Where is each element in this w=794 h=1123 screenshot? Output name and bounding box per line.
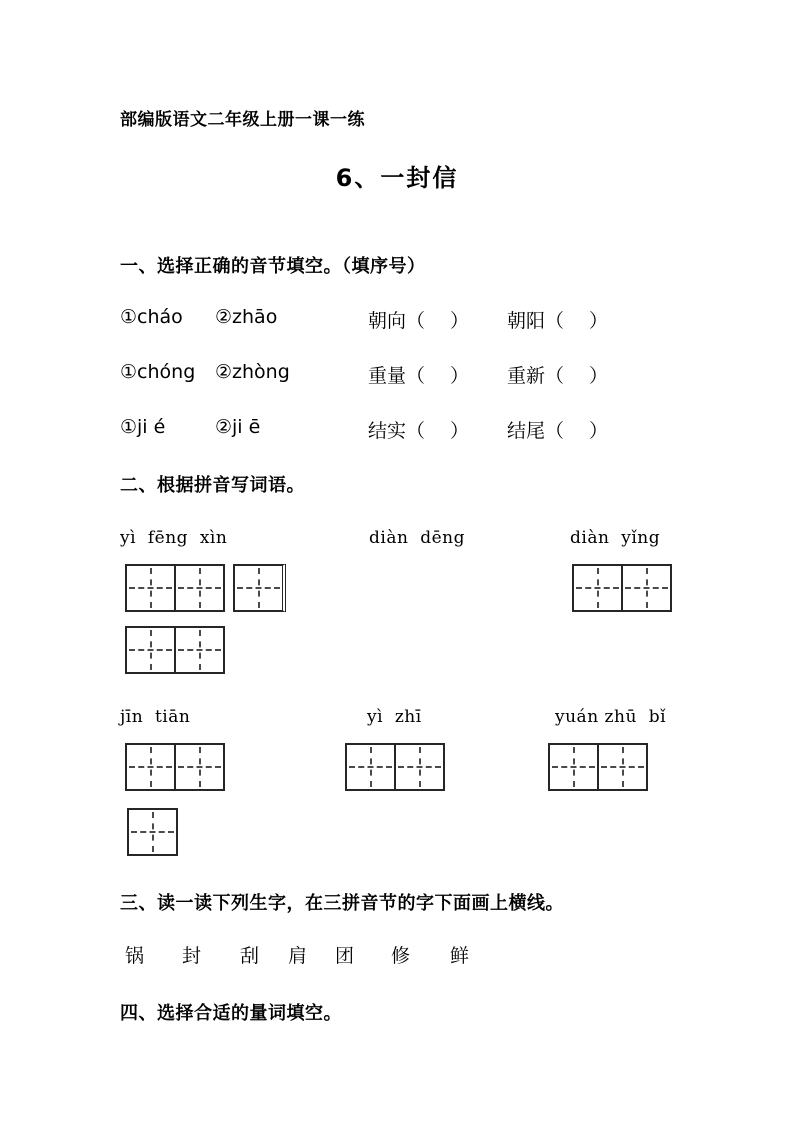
word-blank-2: 朝阳（ ） [507, 310, 609, 332]
syllable-option-2: ②zhāo [215, 306, 278, 328]
writing-grid-yuanzhubi [548, 743, 648, 791]
tianzige-cell [129, 810, 176, 854]
syllable-option-2: ②zhòng [215, 361, 290, 383]
syllable-row [0, 416, 794, 444]
character-tuan: 团 [335, 945, 355, 967]
character-list [0, 941, 794, 967]
pinyin-label-yizhi: yì zhī [367, 707, 422, 727]
section-three-heading: 三、读一读下列生字，在三拼音节的字下面画上横线。 [120, 893, 564, 914]
syllable-row [0, 306, 794, 334]
tianzige-cell [574, 566, 621, 610]
syllable-row [0, 361, 794, 389]
tianzige-cell [127, 566, 174, 610]
tianzige-cell [127, 628, 174, 672]
character-xian: 鲜 [450, 945, 470, 967]
syllable-option-2: ②ji ē [215, 416, 261, 438]
section-two-heading: 二、根据拼音写词语。 [120, 475, 305, 496]
character-feng: 封 [182, 945, 202, 967]
writing-grid-jintian-extra [127, 808, 178, 856]
pinyin-label-diandeng: diàn dēng [369, 528, 465, 548]
pinyin-label-dianying: diàn yǐng [570, 528, 661, 548]
character-gua: 刮 [240, 945, 260, 967]
tianzige-cell [621, 566, 670, 610]
writing-grid-yizhi [345, 743, 445, 791]
tianzige-cell [235, 566, 282, 610]
tianzige-cell [174, 745, 223, 789]
tianzige-cell [597, 745, 646, 789]
word-blank-1: 结实（ ） [368, 420, 470, 442]
tianzige-cell [174, 628, 223, 672]
tianzige-cell [347, 745, 394, 789]
pinyin-label-jintian: jīn tiān [120, 707, 191, 727]
syllable-option-1: ①chóng [120, 361, 196, 383]
document-header: 部编版语文二年级上册一课一练 [120, 110, 365, 130]
tianzige-cell [550, 745, 597, 789]
writing-grid-dianying [572, 564, 672, 612]
character-jian: 肩 [288, 945, 308, 967]
section-four-heading: 四、选择合适的量词填空。 [120, 1003, 342, 1024]
section-one-heading: 一、选择正确的音节填空。（填序号） [120, 256, 426, 277]
word-blank-2: 结尾（ ） [507, 420, 609, 442]
lesson-title: 6、一封信 [335, 164, 459, 192]
syllable-option-1: ①cháo [120, 306, 183, 328]
character-xiu: 修 [391, 945, 411, 967]
character-guo: 锅 [125, 945, 145, 967]
writing-grid-yifengxin-b [233, 564, 286, 612]
tianzige-cell [174, 566, 223, 610]
tianzige-cell [127, 745, 174, 789]
word-blank-1: 朝向（ ） [368, 310, 470, 332]
writing-grid-jintian [125, 743, 225, 791]
writing-grid-yifengxin-c [125, 626, 225, 674]
pinyin-label-yifengxin: yì fēng xìn [120, 528, 228, 548]
writing-grid-yifengxin-a [125, 564, 225, 612]
word-blank-2: 重新（ ） [507, 365, 609, 387]
syllable-option-1: ①ji é [120, 416, 166, 438]
word-blank-1: 重量（ ） [368, 365, 470, 387]
pinyin-label-yuanzhubi: yuán zhū bǐ [555, 707, 667, 727]
tianzige-cell [394, 745, 443, 789]
